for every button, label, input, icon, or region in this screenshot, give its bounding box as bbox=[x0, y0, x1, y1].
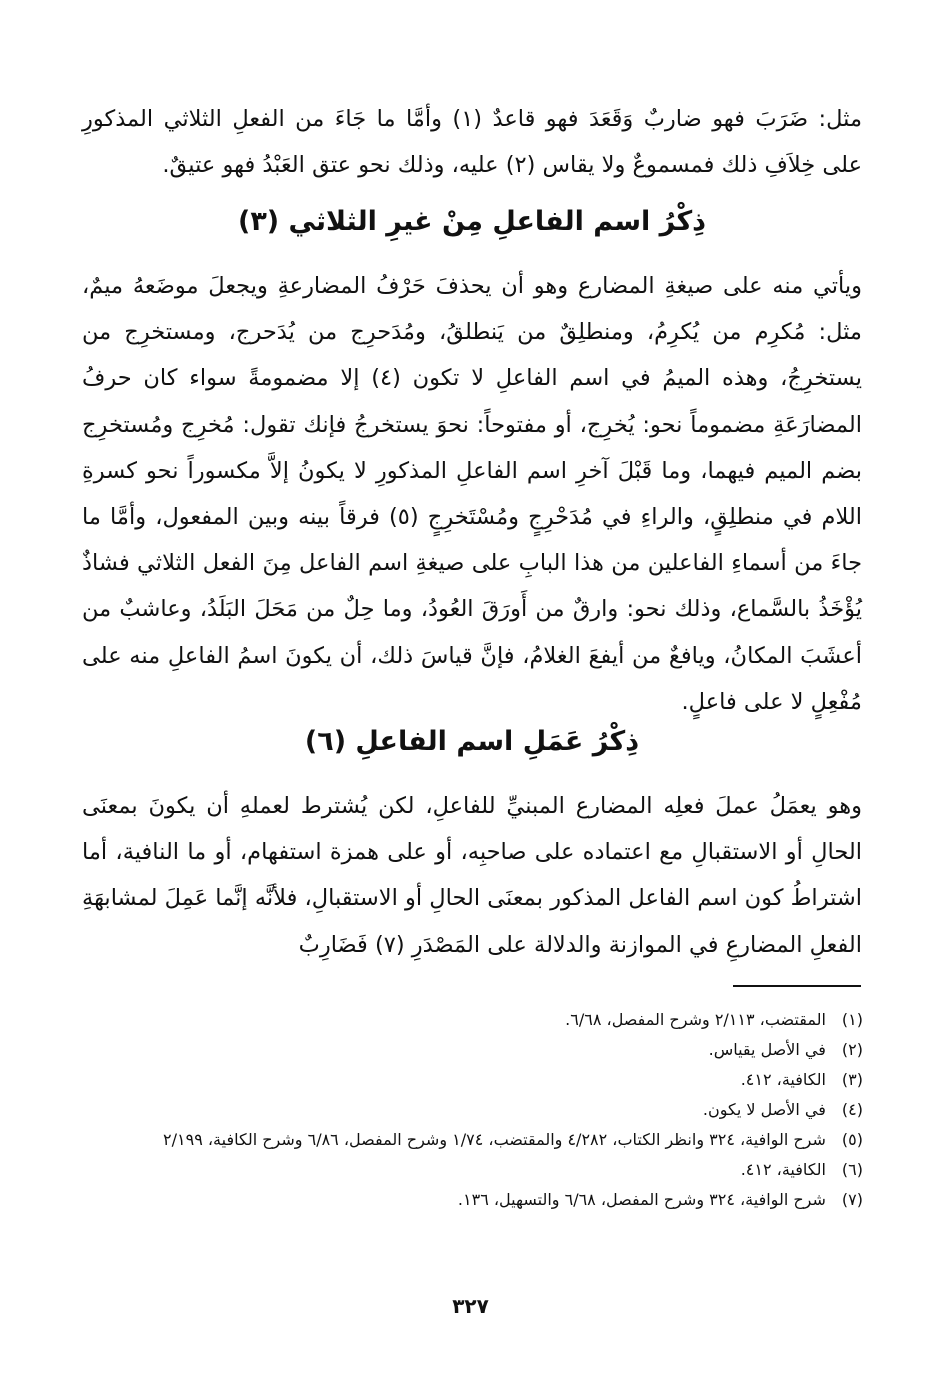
paragraph-non-thulathi: ويأتي منه على صيغةِ المضارع وهو أن يحذفَ حَرْفُ المضارعةِ ويجعلَ موضَعهُ ميمٌ، مثل: مُكرِم من يُكرِمُ، ومنطلِقٌ من يَنطلقُ، ومُدَحرِج من يُدَحرج، ومستخرِج من يستخرِجُ، وهذه الميمُ في اسم الفاعلِ لا تكون (٤) إلا مضمومةً سواء كان حرفُ المضارَعَةِ مضموماً نحو: يُخرِج، أو مفتوحاً: نحوَ يستخرجُ فإنك تقول: مُخرِج ومُستخرِج بضم الميم فيهما، وما قَبْلَ آخرِ اسم الفاعلِ المذكورِ لا يكونُ إلاَّ مكسوراً نحو كسرةِ اللام في منطلِقٍ، والراءِ في مُدَحْرِجٍ ومُسْتَخرِجٍ (٥) فرقاً بينه وبين المفعول، وأمَّا ما جاءَ من أسماءِ الفاعلين من هذا البابِ على صيغةِ اسم الفاعل مِنَ الفعل الثلاثي فشاذٌ يُؤْخَذُ بالسَّماع، وذلك نحو: وارقٌ من أَورَقَ العُودُ، وما حِلٌ من مَحَلَ البَلَدُ، وعاشبٌ من أعشَبَ المكانُ، ويافعٌ من أيفعَ الغلامُ، فإنَّ قياسَ ذلك، أن يكونَ اسمُ الفاعلِ منه على مُفْعِلٍ لا على فاعلٍ. bbox=[82, 273, 862, 715]
footnote-item bbox=[60, 1155, 863, 1185]
footnote-item bbox=[60, 1125, 863, 1155]
footnote-text: في الأصل لا يكون. bbox=[702, 1100, 826, 1119]
footnote-number: (٥) bbox=[841, 1130, 863, 1149]
footnote-text: شرح الوافية، ٣٢٤ وشرح المفصل، ٦/٦٨ والتسهيل، ١٣٦. bbox=[457, 1190, 826, 1209]
footnote-number: (٤) bbox=[841, 1100, 863, 1119]
footnote-text: الكافية، ٤١٢. bbox=[740, 1070, 826, 1089]
footnote-number: (٣) bbox=[841, 1070, 863, 1089]
footnote-item bbox=[60, 1035, 863, 1065]
footnote-item bbox=[60, 1095, 863, 1125]
footnote-item bbox=[60, 1005, 863, 1035]
footnote-text: في الأصل يقياس. bbox=[708, 1040, 826, 1059]
footnote-text: المقتضب، ٢/١١٣ وشرح المفصل، ٦/٦٨. bbox=[565, 1010, 826, 1029]
footnote-number: (١) bbox=[841, 1010, 863, 1029]
footnote-item bbox=[60, 1065, 863, 1095]
section-heading-amal: ذِكْرُ عَمَلِ اسم الفاعلِ (٦) bbox=[304, 726, 640, 757]
footnote-number: (٦) bbox=[841, 1160, 863, 1179]
section-heading-non-thulathi: ذِكْرُ اسم الفاعلِ مِنْ غيرِ الثلاثي (٣) bbox=[237, 206, 707, 237]
footnotes-list bbox=[60, 1005, 863, 1215]
footnote-number: (٢) bbox=[841, 1040, 863, 1059]
paragraph-intro-thulathi: مثل: ضَرَبَ فهو ضاربٌ وَقَعَدَ فهو قاعدٌ (١) وأمَّا ما جَاءَ من الفعلِ الثلاثي المذكورِ على خِلاَفِ ذلك فمسموعٌ ولا يقاس (٢) عليه، وذلك نحو عتق العَبْدُ فهو عتيقٌ. bbox=[82, 106, 862, 179]
footnote-number: (٧) bbox=[841, 1190, 863, 1209]
footnote-item bbox=[60, 1185, 863, 1215]
page-number: ٣٢٧ bbox=[452, 1294, 489, 1318]
footnote-text: شرح الوافية، ٣٢٤ وانظر الكتاب، ٤/٢٨٢ والمقتضب، ١/٧٤ وشرح المفصل، ٦/٨٦ وشرح الكافية، ٢/١٩٩ bbox=[163, 1130, 826, 1149]
paragraph-amal: وهو يعمَلُ عملَ فعلِه المضارع المبنيِّ للفاعلِ، لكن يُشترط لعملهِ أن يكونَ بمعنَى الحالِ أو الاستقبالِ مع اعتماده على صاحبِه، أو على همزة استفهام، أو ما النافية، أما اشتراطُ كون اسم الفاعل المذكور بمعنَى الحالِ أو الاستقبالِ، فلأنَّه إنَّما عَمِلَ لمشابهَةِ الفعلِ المضارعِ في الموازنة والدلالة على المَصْدَرِ (٧) فَضَارِبٌ bbox=[82, 793, 862, 958]
footnote-divider bbox=[733, 985, 861, 987]
footnote-text: الكافية، ٤١٢. bbox=[740, 1160, 826, 1179]
